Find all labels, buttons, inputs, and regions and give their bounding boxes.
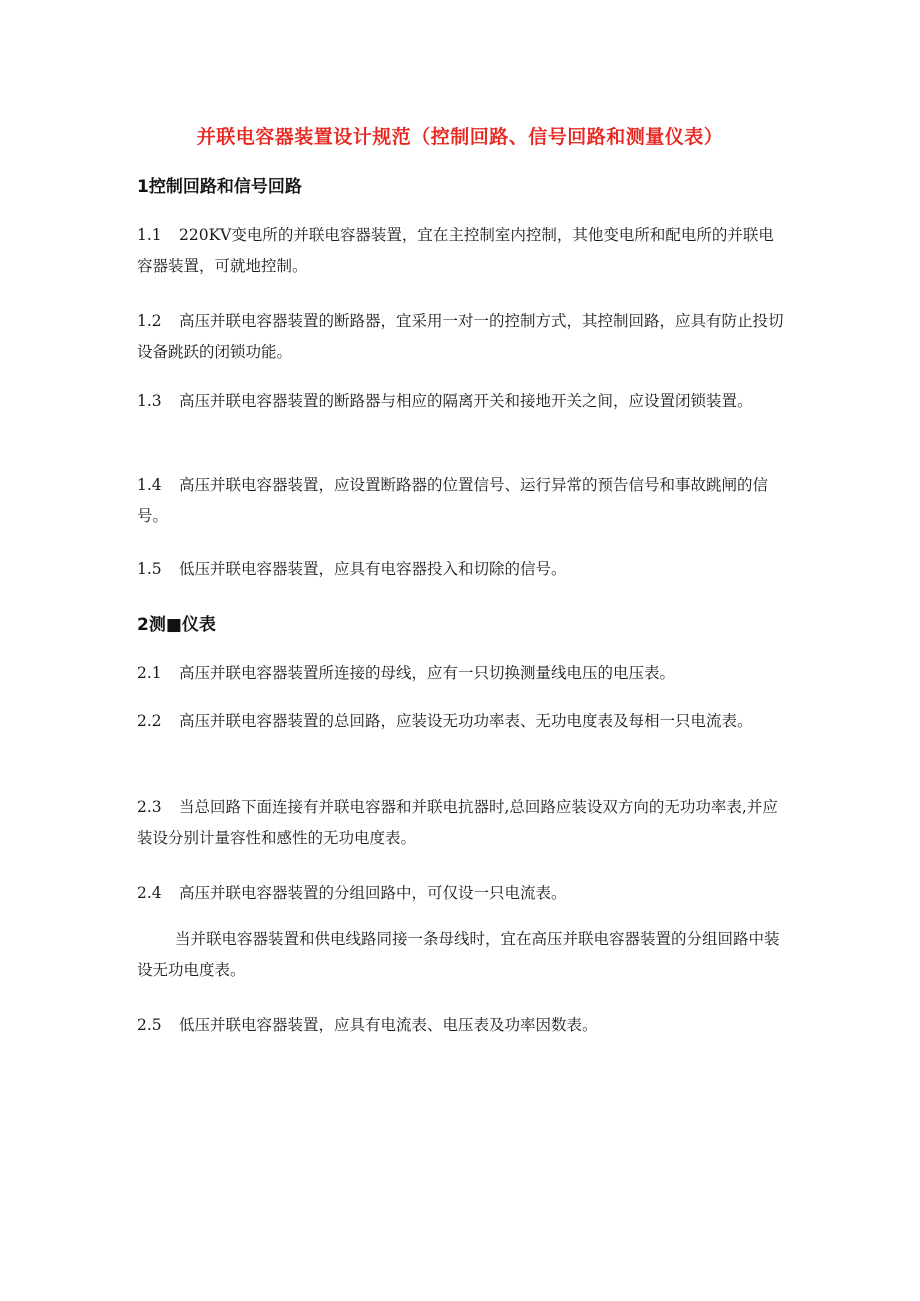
clause-text: 220KV变电所的并联电容器装置，宜在主控制室内控制，其他变电所和配电所的并联电容器装置，可就地控制。 xyxy=(137,226,774,275)
clause-text: 高压并联电容器装置所连接的母线，应有一只切换测量线电压的电压表。 xyxy=(179,664,676,682)
clause-1-3 xyxy=(137,386,787,417)
clause-2-5 xyxy=(137,1010,787,1041)
clause-number: 1.3 xyxy=(137,392,162,410)
clause-2-3 xyxy=(137,792,787,854)
clause-text: 低压并联电容器装置，应具有电容器投入和切除的信号。 xyxy=(179,560,567,578)
clause-text: 高压并联电容器装置的断路器，宜采用一对一的控制方式，其控制回路，应具有防止投切设备跳跃的闭锁功能。 xyxy=(137,312,784,361)
clause-text: 当总回路下面连接有并联电容器和并联电抗器时,总回路应装设双方向的无功功率表,并应装设分别计量容性和感性的无功电度表。 xyxy=(137,798,778,847)
clause-2-4-note xyxy=(137,924,787,986)
clause-number: 1.1 xyxy=(137,226,162,244)
section-heading-2: 2测■仪表 xyxy=(137,615,216,635)
clause-number: 2.3 xyxy=(137,798,162,816)
clause-1-2 xyxy=(137,306,787,368)
clause-text: 低压并联电容器装置，应具有电流表、电压表及功率因数表。 xyxy=(179,1016,598,1034)
clause-2-4 xyxy=(137,878,787,909)
clause-text: 高压并联电容器装置的总回路，应装设无功功率表、无功电度表及每相一只电流表。 xyxy=(179,712,753,730)
clause-1-4 xyxy=(137,470,787,532)
document-title: 并联电容器装置设计规范（控制回路、信号回路和测量仪表） xyxy=(196,126,724,148)
clause-number: 2.1 xyxy=(137,664,162,682)
clause-number: 2.5 xyxy=(137,1016,162,1034)
clause-number: 1.5 xyxy=(137,560,162,578)
clause-1-5 xyxy=(137,554,787,585)
clause-2-2 xyxy=(137,706,787,737)
clause-number: 2.2 xyxy=(137,712,162,730)
clause-text: 高压并联电容器装置的断路器与相应的隔离开关和接地开关之间，应设置闭锁装置。 xyxy=(179,392,753,410)
clause-text: 当并联电容器装置和供电线路同接一条母线时，宜在高压并联电容器装置的分组回路中装设无功电度表。 xyxy=(137,930,780,979)
section-heading-1: 1控制回路和信号回路 xyxy=(137,177,302,197)
clause-number: 1.4 xyxy=(137,476,162,494)
clause-text: 高压并联电容器装置，应设置断路器的位置信号、运行异常的预告信号和事故跳闸的信号。 xyxy=(137,476,769,525)
clause-2-1 xyxy=(137,658,787,689)
clause-text: 高压并联电容器装置的分组回路中，可仅设一只电流表。 xyxy=(179,884,567,902)
clause-1-1 xyxy=(137,220,787,282)
clause-number: 1.2 xyxy=(137,312,162,330)
clause-number: 2.4 xyxy=(137,884,162,902)
